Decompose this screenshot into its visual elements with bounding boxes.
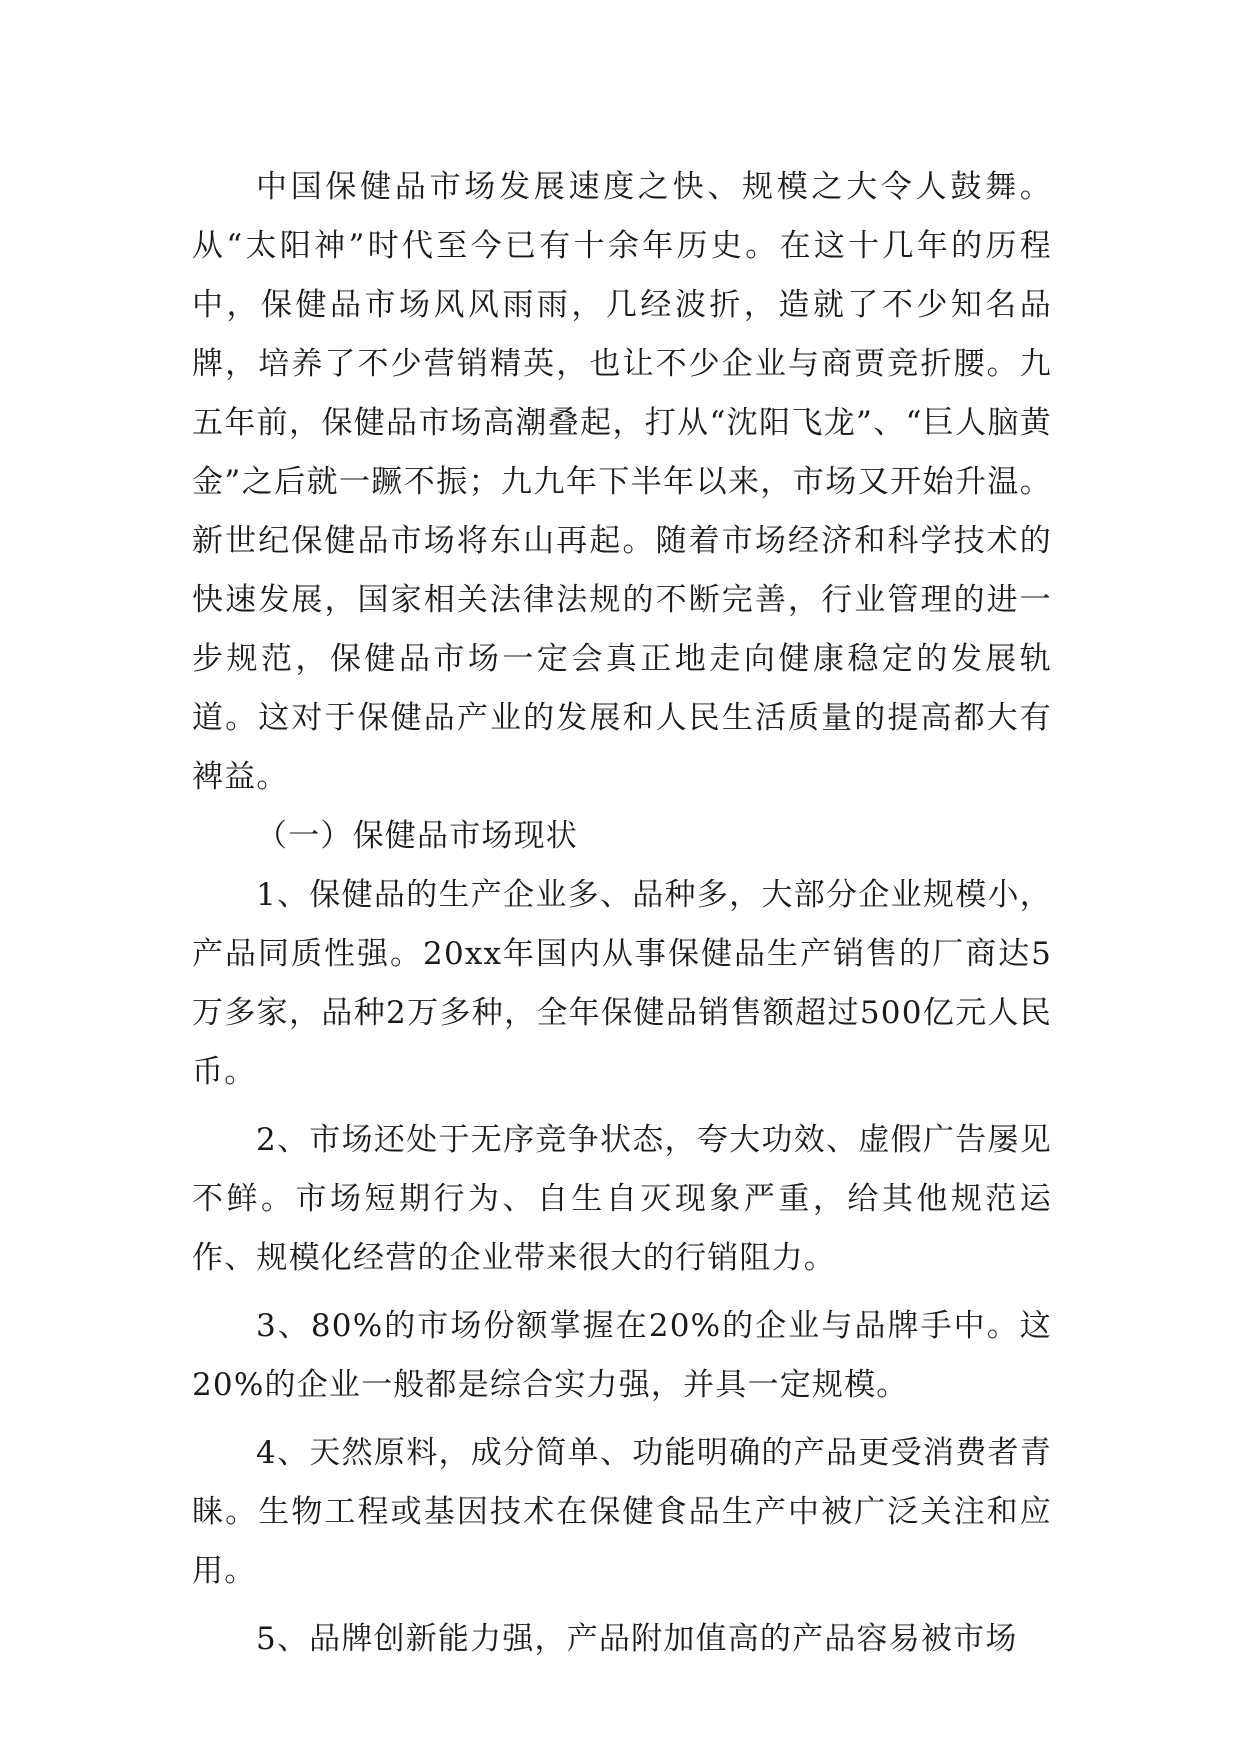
list-item-2: 2、市场还处于无序竞争状态，夸大功效、虚假广告屡见不鲜。市场短期行为、自生自灭现象严重，给其他规范运作、规模化经营的企业带来很大的行销阻力。 <box>192 1122 1052 1276</box>
list-item-5: 5、品牌创新能力强，产品附加值高的产品容易被市场 <box>256 1621 1018 1657</box>
document-body <box>192 158 1052 1678</box>
list-item-3: 3、80%的市场份额掌握在20%的企业与品牌手中。这20%的企业一般都是综合实力强，并具一定规模。 <box>192 1308 1052 1403</box>
section-heading: （一）保健品市场现状 <box>256 818 578 854</box>
list-item-4: 4、天然原料，成分简单、功能明确的产品更受消费者青睐。生物工程或基因技术在保健食品生产中被广泛关注和应用。 <box>192 1435 1052 1589</box>
list-item-1: 1、保健品的生产企业多、品种多，大部分企业规模小，产品同质性强。20xx年国内从事保健品生产销售的厂商达5万多家，品种2万多种，全年保健品销售额超过500亿元人民币。 <box>192 877 1052 1090</box>
intro-paragraph: 中国保健品市场发展速度之快、规模之大令人鼓舞。从“太阳神”时代至今已有十余年历史。在这十几年的历程中，保健品市场风风雨雨，几经波折，造就了不少知名品牌，培养了不少营销精英，也让不少企业与商贾竞折腰。九五年前，保健品市场高潮叠起，打从“沈阳飞龙”、“巨人脑黄金”之后就一蹶不振；九九年下半年以来，市场又开始升温。新世纪保健品市场将东山再起。随着市场经济和科学技术的快速发展，国家相关法律法规的不断完善，行业管理的进一步规范，保健品市场一定会真正地走向健康稳定的发展轨道。这对于保健品产业的发展和人民生活质量的提高都大有裨益。 <box>192 169 1052 795</box>
